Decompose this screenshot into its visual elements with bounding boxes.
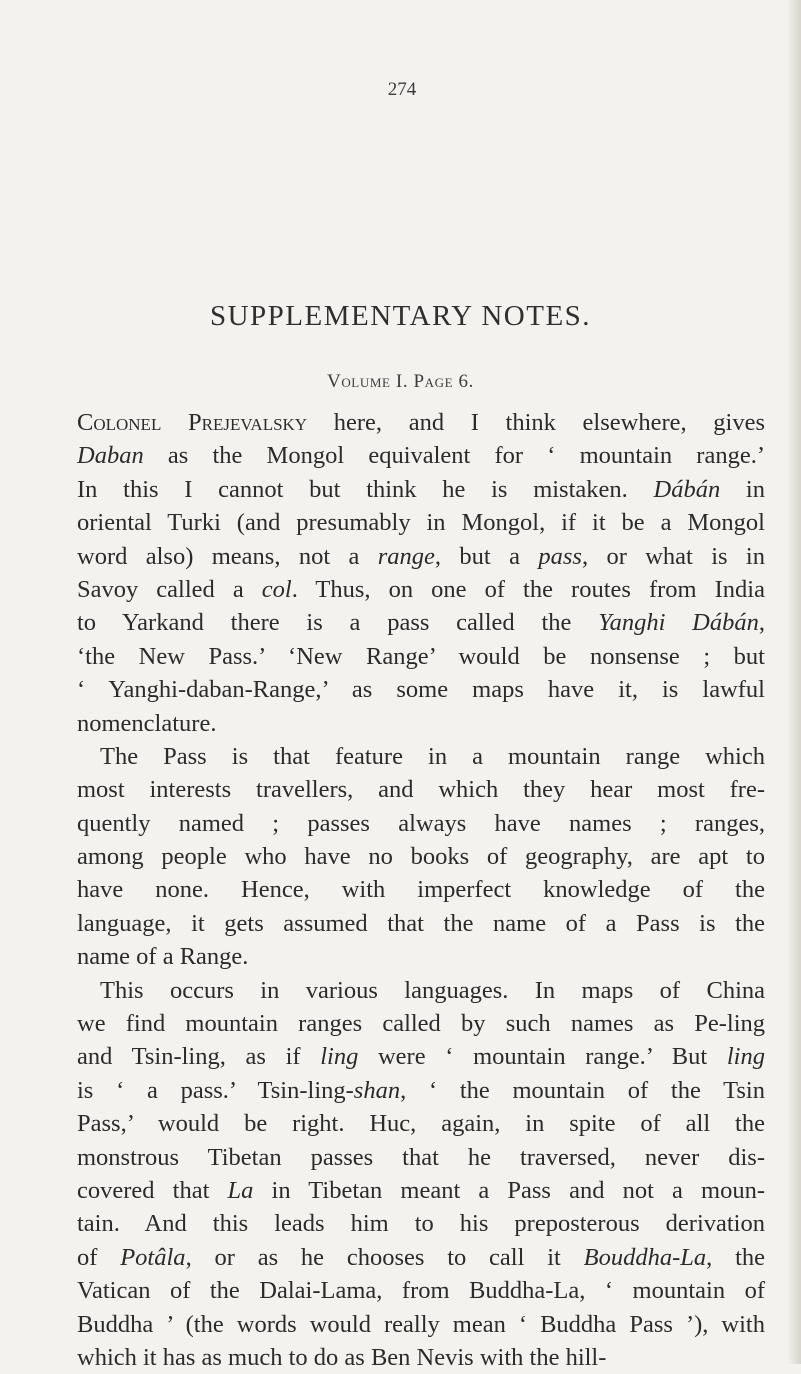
text-run: Vatican of the Dalai-Lama, from Buddha-La, ‘ mountain of <box>77 1277 765 1305</box>
text-run: were ‘ mountain range.’ But <box>358 1043 727 1071</box>
text-run: oriental Turki (and presumably in Mongol, if it be a Mongol <box>77 509 765 537</box>
text-run: , the <box>706 1243 765 1271</box>
text-run: The Pass is that feature in a mountain range which <box>100 742 765 770</box>
text-line <box>77 974 765 1007</box>
text-run: , or as he chooses to call it <box>185 1243 584 1271</box>
text-line <box>77 907 765 940</box>
italic-term: Potâla <box>120 1243 186 1271</box>
text-run: quently named ; passes always have names ; ranges, <box>77 809 765 837</box>
text-line <box>77 606 765 639</box>
text-run: Colonel Prejevalsky <box>77 409 308 436</box>
text-run: here, and I think elsewhere, gives <box>307 409 765 436</box>
text-line <box>77 807 765 840</box>
text-line <box>77 873 765 906</box>
text-line <box>77 1241 765 1274</box>
text-line <box>77 439 765 472</box>
text-run: as the Mongol equivalent for ‘ mountain range.’ <box>143 442 765 470</box>
text-run: monstrous Tibetan passes that he traversed, never dis- <box>77 1143 765 1171</box>
italic-term: Daban <box>77 442 144 470</box>
text-run: have none. Hence, with imperfect knowledge of the <box>77 876 765 904</box>
text-run: word also) means, not a <box>77 542 378 570</box>
text-run: to Yarkand there is a pass called the <box>77 609 599 637</box>
text-line <box>77 1207 765 1240</box>
text-line <box>77 940 765 973</box>
page-edge-shadow <box>787 0 801 1364</box>
text-line <box>77 840 765 873</box>
text-run: ‘the New Pass.’ ‘New Range’ would be nonsense ; but <box>77 642 765 670</box>
text-line <box>77 573 765 606</box>
italic-term: col <box>261 575 292 603</box>
text-run: Buddha ’ (the words would really mean ‘ Buddha Pass ’), with <box>77 1310 765 1338</box>
section-heading: SUPPLEMENTARY NOTES. <box>209 300 592 332</box>
text-line <box>77 673 765 706</box>
text-run: name of a Range. <box>77 943 249 971</box>
text-run: , <box>758 609 765 637</box>
text-run: of <box>77 1243 121 1271</box>
text-line <box>77 1007 765 1040</box>
text-run: and Tsin-ling, as if <box>77 1043 321 1071</box>
text-line <box>77 1074 765 1107</box>
italic-term: shan <box>353 1076 401 1104</box>
text-run: which it has as much to do as Ben Nevis with the hill- <box>77 1343 607 1371</box>
text-line <box>77 506 765 539</box>
text-line <box>77 540 765 573</box>
text-run: This occurs in various languages. In maps of China <box>100 976 765 1004</box>
text-line <box>77 740 765 773</box>
text-run: we find mountain ranges called by such names as Pe-ling <box>77 1010 765 1038</box>
text-run: , but a <box>434 542 539 570</box>
text-run: Savoy called a <box>77 575 262 603</box>
text-run: tain. And this leads him to his preposterous derivation <box>77 1210 765 1238</box>
italic-term: La <box>227 1176 254 1204</box>
text-run: language, it gets assumed that the name of a Pass is the <box>77 909 765 937</box>
text-run: nomenclature. <box>77 709 217 737</box>
text-run: , ‘ the mountain of the Tsin <box>400 1076 765 1104</box>
section-subheading: Volume I. Page 6. <box>327 371 474 392</box>
text-line <box>77 1341 765 1374</box>
text-run: is ‘ a pass.’ Tsin-ling- <box>77 1076 354 1104</box>
italic-term: pass <box>538 542 582 570</box>
text-line <box>77 640 765 673</box>
italic-term: Yanghi Dábán <box>598 609 759 637</box>
text-line <box>77 1141 765 1174</box>
text-line <box>77 1040 765 1073</box>
page-number: 274 <box>387 79 417 100</box>
text-run: among people who have no books of geography, are apt to <box>77 843 765 871</box>
text-run: In this I cannot but think he is mistaken. <box>77 475 654 503</box>
italic-term: ling <box>726 1043 765 1071</box>
italic-term: Dábán <box>653 475 721 503</box>
text-line <box>77 406 765 439</box>
text-run: , or what is in <box>581 542 765 570</box>
text-line <box>77 707 765 740</box>
text-run: in Tibetan meant a Pass and not a moun- <box>253 1176 765 1204</box>
italic-term: ling <box>320 1043 359 1071</box>
text-run: in <box>720 475 765 503</box>
text-line <box>77 1274 765 1307</box>
body-text <box>77 406 765 1374</box>
text-line <box>77 473 765 506</box>
text-run: Pass,’ would be right. Huc, again, in spite of all the <box>77 1110 765 1138</box>
text-run: covered that <box>77 1176 228 1204</box>
text-line <box>77 1308 765 1341</box>
text-run: ‘ Yanghi-daban-Range,’ as some maps have it, is lawful <box>77 676 765 704</box>
text-line <box>77 773 765 806</box>
text-line <box>77 1107 765 1140</box>
text-run: most interests travellers, and which they hear most fre- <box>77 776 765 804</box>
text-run: . Thus, on one of the routes from India <box>291 575 765 603</box>
text-line <box>77 1174 765 1207</box>
italic-term: Bouddha-La <box>583 1243 707 1271</box>
italic-term: range <box>377 542 435 570</box>
